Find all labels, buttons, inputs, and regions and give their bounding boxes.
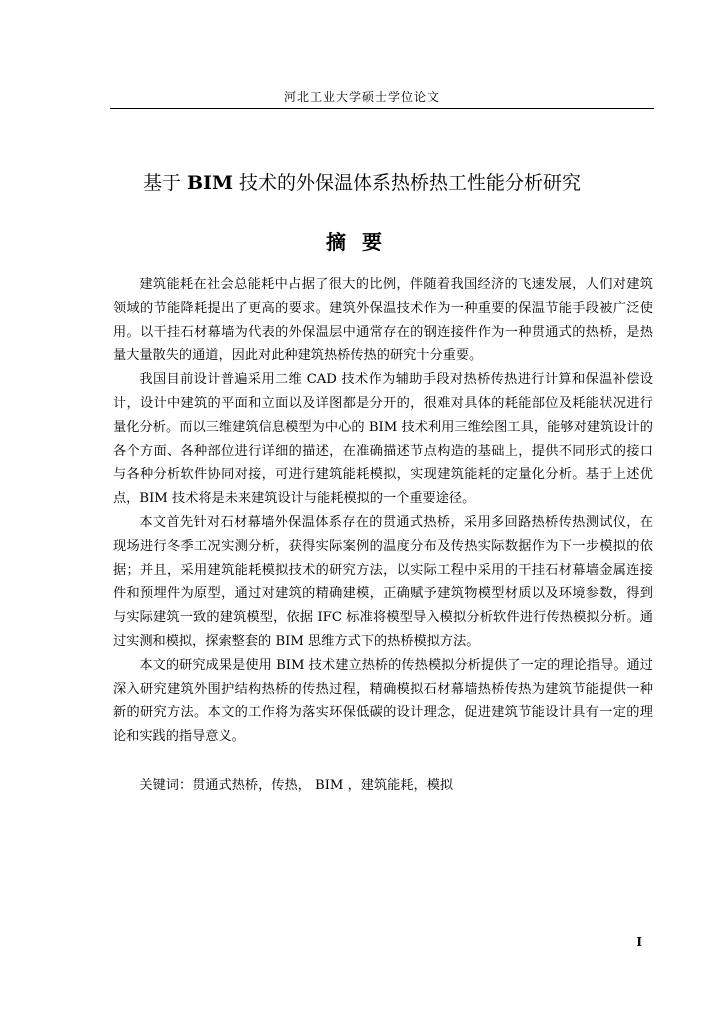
abstract-paragraph-4: 本文的研究成果是使用 BIM 技术建立热桥的传热模拟分析提供了一定的理论指导。通过深入研究建筑外围护结构热桥的传热过程，精确模拟石材幕墙热桥传热为建筑节能提供一种新的研究方法。本文的工作将为落实环保低碳的设计理念，促进建筑节能设计具有一定的理论和实践的指导意义。 [113,657,653,745]
abstract-heading: 摘要 [326,230,398,254]
title-bim: BIM [187,172,233,194]
keywords: 关键词：贯通式热桥，传热， BIM ，建筑能耗，模拟 [139,778,454,793]
abstract-paragraph-1: 建筑能耗在社会总能耗中占据了很大的比例，伴随着我国经济的飞速发展，人们对建筑领域的节能降耗提出了更高的要求。建筑外保温技术作为一种重要的保温节能手段被广泛使用。以干挂石材幕墙为代表的外保温层中通常存在的钢连接件作为一种贯通式的热桥，是热量大量散失的通道，因此对此种建筑热桥传热的研究十分重要。 [113,277,653,364]
abstract-body [113,273,653,749]
title-suffix: 技术的外保温体系热桥热工性能分析研究 [232,172,582,194]
header-rule [110,108,654,109]
paper-title [0,168,724,195]
running-header: 河北工业大学硕士学位论文 [283,90,440,104]
page-number: I [636,935,642,949]
abstract-paragraph-2: 我国目前设计普遍采用二维 CAD 技术作为辅助手段对热桥传热进行计算和保温补偿设计，设计中建筑的平面和立面以及详图都是分开的，很难对具体的耗能部位及耗能状况进行量化分析。而以三维建筑信息模型为中心的 BIM 技术利用三维绘图工具，能够对建筑设计的各个方面、各种部位进行详细的描述，在准确描述节点构造的基础上，提供不同形式的接口与各种分析软件协同对接，可进行建筑能耗模拟，实现建筑能耗的定量化分析。基于上述优点，BIM 技术将是未来建筑设计与能耗模拟的一个重要途径。 [113,372,653,507]
abstract-paragraph-3: 本文首先针对石材幕墙外保温体系存在的贯通式热桥，采用多回路热桥传热测试仪，在现场进行冬季工况实测分析，获得实际案例的温度分布及传热实际数据作为下一步模拟的依据；并且，采用建筑能耗模拟技术的研究方法，以实际工程中采用的干挂石材幕墙金属连接件和预埋件为原型，通过对建筑的精确建模，正确赋予建筑物模型材质以及环境参数，得到与实际建筑一致的建筑模型，依据 IFC 标准将模型导入模拟分析软件进行传热模拟分析。通过实测和模拟，探索整套的 BIM 思维方式下的热桥模拟方法。 [113,514,653,649]
title-prefix: 基于 [142,172,187,194]
